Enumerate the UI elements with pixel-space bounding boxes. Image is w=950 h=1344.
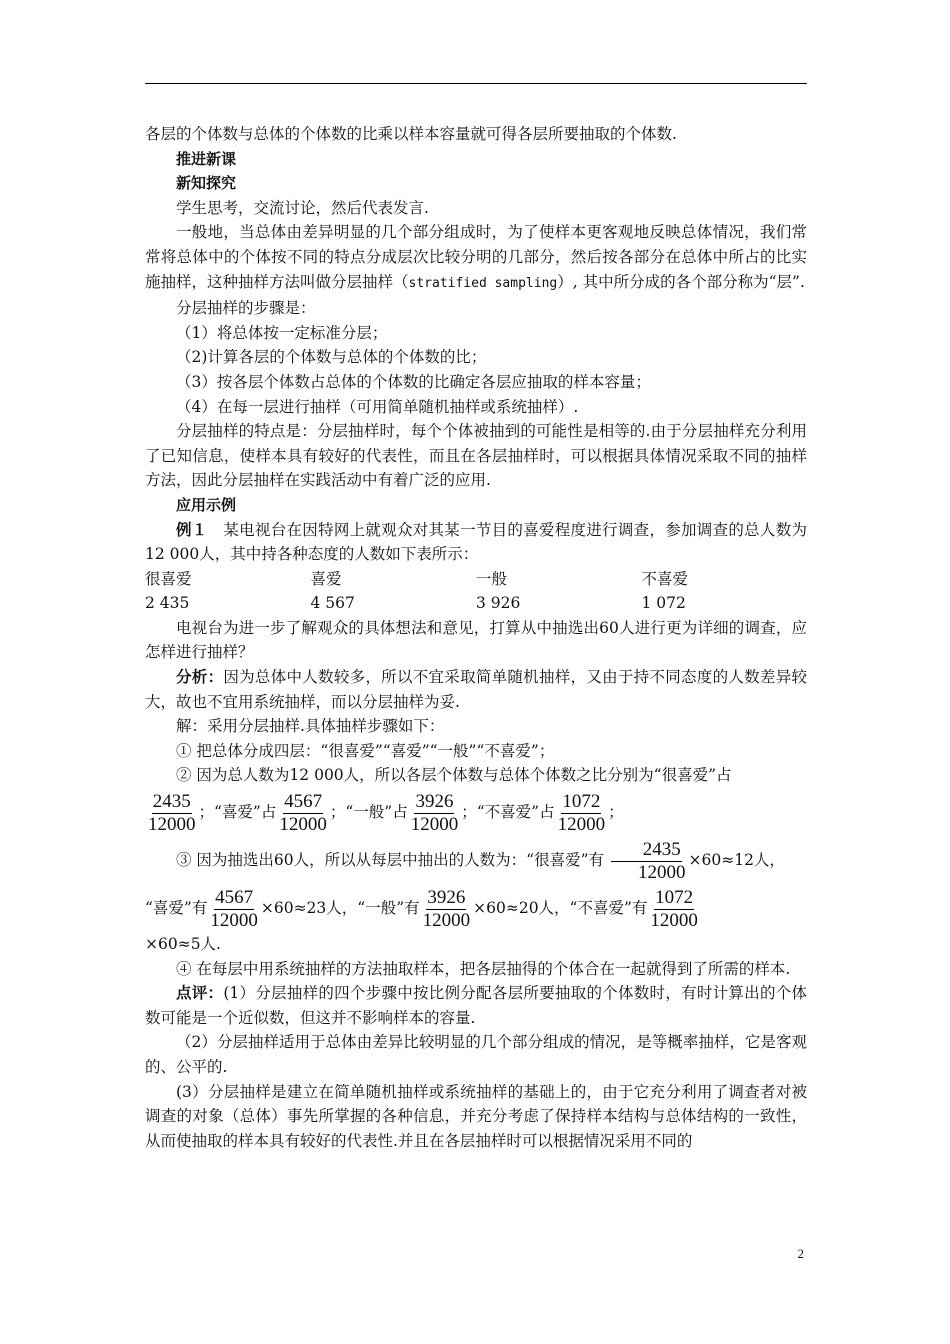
denominator: 12000 <box>638 861 686 883</box>
denominator: 12000 <box>650 909 698 931</box>
list-item: （1）将总体按一定标准分层； <box>176 323 388 342</box>
fraction <box>423 887 471 932</box>
denominator: 12000 <box>210 909 258 931</box>
table-header-cell: 喜爱 <box>310 569 342 588</box>
paragraph <box>145 220 807 296</box>
fraction-text: ；“喜爱”占 <box>198 803 277 822</box>
paragraph: ×60≈5人. <box>145 935 221 954</box>
page-number: 2 <box>797 1246 804 1261</box>
paragraph-text: 一般地，当总体由差异明显的几个部分组成时，为了使样本更客观地反映总体情况，我们常常将总体中的个体按不同的特点分成层次比较分明的几部分，然后按各部分在总体中所占的比实施抽样，这种抽样方法叫做分层抽样（ <box>145 223 807 291</box>
list-item: （2)计算各层的个体数与总体的个体数的比； <box>176 348 487 367</box>
numerator: 1072 <box>655 886 694 908</box>
fraction <box>607 839 686 884</box>
review-text: (1）分层抽样的四个步骤中按比例分配各层所要抽取的个体数时，有时计算出的个体数可能是一个近似数，但这并不影响样本的容量. <box>145 984 807 1027</box>
denominator: 12000 <box>148 813 196 835</box>
analysis-label: 分析： <box>176 668 224 687</box>
fraction <box>411 791 459 836</box>
solution-intro: 解：采用分层抽样.具体抽样步骤如下： <box>176 717 445 736</box>
fraction-text: ；“不喜爱”占 <box>461 803 555 822</box>
numerator: 3926 <box>427 886 466 908</box>
example-text: 某电视台在因特网上就观众对其某一节目的喜爱程度进行调查，参加调查的总人数为12 000人，其中持各种态度的人数如下表所示： <box>145 520 807 564</box>
fraction <box>650 887 698 932</box>
denominator: 12000 <box>422 909 471 931</box>
table-row <box>145 591 807 616</box>
fraction-text: ×60≈12人， <box>688 851 785 870</box>
table-header-cell: 不喜爱 <box>641 569 689 588</box>
numerator: 2435 <box>152 790 191 812</box>
solution-step: ① 把总体分成四层：“很喜爱”“喜爱”“一般”“不喜爱”； <box>176 741 555 760</box>
review-paragraph: （2）分层抽样适用于总体由差异比较明显的几个部分组成的情况，是等概率抽样，它是客观的、公平的. <box>145 1033 807 1076</box>
numerator: 2435 <box>611 839 682 862</box>
document-body <box>145 122 807 1153</box>
fraction-line <box>145 884 807 932</box>
fraction-text: “喜爱”有 <box>145 899 208 918</box>
paragraph: 学生思考，交流讨论，然后代表发言. <box>176 198 429 217</box>
analysis-text: 因为总体中人数较多，所以不宜采取简单随机抽样，又由于持不同态度的人数差异较大，故也不宜用系统抽样，而以分层抽样为妥. <box>145 668 807 711</box>
table-cell: 4 567 <box>310 594 355 613</box>
fraction-line <box>145 836 807 884</box>
example-label: 例１ <box>176 520 208 539</box>
fraction-line <box>145 788 807 836</box>
fraction <box>558 791 606 836</box>
solution-step: ④ 在每层中用系统抽样的方法抽取样本，把各层抽得的个体合在一起就得到了所需的样本. <box>176 959 791 978</box>
paragraph: 各层的个体数与总体的个体数的比乘以样本容量就可得各层所要抽取的个体数. <box>145 125 677 143</box>
review-paragraph <box>145 981 807 1030</box>
list-item: （3）按各层个体数占总体的个体数的比确定各层应抽取的样本容量； <box>176 372 651 391</box>
review-label: 点评： <box>176 984 224 1003</box>
header-rule <box>145 83 807 84</box>
table-cell: 2 435 <box>145 594 190 613</box>
numerator: 4567 <box>284 790 323 812</box>
example-paragraph <box>145 518 807 567</box>
paragraph: 电视台为进一步了解观众的具体想法和意见，打算从中抽选出60人进行更为详细的调查，应怎样进行抽样？ <box>145 618 807 662</box>
fraction-text: ③ 因为抽选出60人，所以从每层中抽出的人数为：“很喜爱”有 <box>176 851 605 870</box>
fraction-text: ×60≈20人，“不喜爱”有 <box>473 899 648 918</box>
table-cell: 3 926 <box>476 594 521 613</box>
fraction-text: ； <box>608 803 624 822</box>
english-term: stratified sampling <box>408 275 558 291</box>
analysis-paragraph <box>145 665 807 714</box>
table-header-row <box>145 567 807 592</box>
section-heading: 推进新课 <box>176 149 237 168</box>
fraction <box>148 791 196 836</box>
table-header-cell: 很喜爱 <box>145 569 192 588</box>
solution-step: ② 因为总人数为12 000人，所以各层个体数与总体个体数之比分别为“很喜爱”占 <box>176 766 732 785</box>
numerator: 1072 <box>562 790 601 812</box>
list-item: （4）在每一层进行抽样（可用简单随机抽样或系统抽样）. <box>176 397 579 416</box>
fraction <box>210 887 258 932</box>
fraction-text: ×60≈23人，“一般”有 <box>260 899 420 918</box>
section-heading: 新知探究 <box>176 174 237 193</box>
fraction-text: ；“一般”占 <box>329 803 408 822</box>
paragraph: 分层抽样的步骤是： <box>176 299 316 318</box>
numerator: 3926 <box>415 790 454 812</box>
table-header-cell: 一般 <box>476 569 508 588</box>
paragraph-text: ）, 其中所分成的各个部分称为“层”. <box>557 272 805 291</box>
section-heading: 应用示例 <box>176 495 237 514</box>
denominator: 12000 <box>557 813 606 835</box>
table-cell: 1 072 <box>641 594 686 613</box>
numerator: 4567 <box>215 886 254 908</box>
denominator: 12000 <box>279 813 327 835</box>
fraction <box>279 791 327 836</box>
review-paragraph: (3）分层抽样是建立在简单随机抽样或系统抽样的基础上的，由于它充分利用了调查者对被调查的对象（总体）事先所掌握的各种信息，并充分考虑了保持样本结构与总体结构的一致性，从而使抽取的样本具有较好的代表性.并且在各层抽样时可以根据情况采用不同的 <box>145 1082 807 1150</box>
denominator: 12000 <box>410 813 459 835</box>
paragraph: 分层抽样的特点是：分层抽样时，每个个体被抽到的可能性是相等的.由于分层抽样充分利用了已知信息，使样本具有较好的代表性，而且在各层抽样时，可以根据具体情况采取不同的抽样方法，因此分层抽样在实践活动中有着广泛的应用. <box>145 422 807 490</box>
